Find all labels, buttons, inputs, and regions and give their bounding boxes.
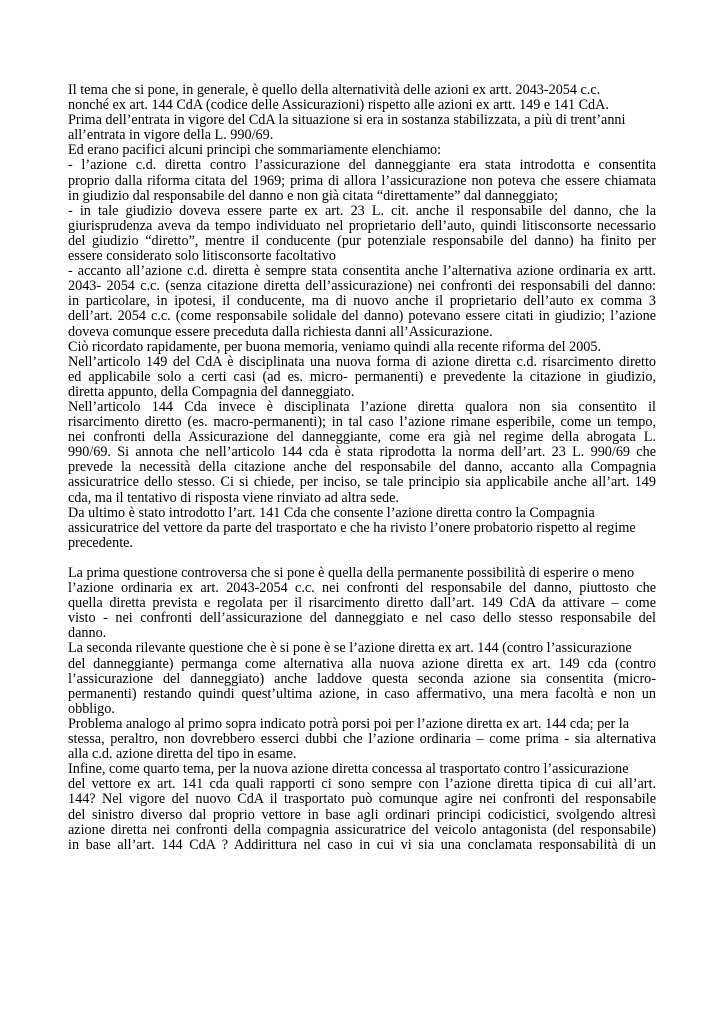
text-line: l’assicurazione del danneggiato) anche laddove questa seconda azione sia consentita (micro- (68, 671, 656, 687)
text-line: permanenti) restando quindi quest’ultima azione, in caso affermativo, una mera facoltà e non un (68, 686, 656, 702)
text-line: Ciò ricordato rapidamente, per buona memoria, veniamo quindi alla recente riforma del 2005. (68, 339, 602, 355)
text-line: Prima dell’entrata in vigore del CdA la situazione si era in sostanza stabilizzata, a più di trent’anni (68, 113, 626, 129)
text-line: essere considerato solo litisconsorte facoltativo (68, 249, 336, 265)
text-line: l’azione ordinaria ex art. 2043-2054 c.c. nei confronti del responsabile del danno, piuttosto che (68, 581, 656, 597)
text-line: in base all’art. 144 CdA ? Addirittura nel caso in cui vi sia una conclamata responsabilità di un (68, 837, 656, 853)
text-line: del sinistro diverso dal proprio vettore in base agli ordinari principi codicistici, svolgendo altresì (68, 807, 656, 823)
text-line: giurisprudenza aveva da tempo individuato nel proprietario dell’auto, quindi litisconsorte necessario (68, 218, 656, 234)
text-line: 2043- 2054 c.c. (senza citazione diretta dell’assicurazione) nei confronti dei responsabili del danno: (68, 279, 656, 295)
text-line: 990/69. Si annota che nell’articolo 144 cda è stata riprodotta la norma dell’art. 23 L. 990/69 che (68, 445, 656, 461)
text-line: visto - nei confronti dell’assicurazione del danneggiato e nel caso dello stesso responsabile del (68, 611, 656, 627)
text-line: obbligo. (68, 701, 115, 717)
text-line: - in tale giudizio doveva essere parte ex art. 23 L. cit. anche il responsabile del danno, che la (68, 203, 656, 219)
text-line: in particolare, in ipotesi, il conducente, ma di nuovo anche il proprietario dell’auto ex comma 3 (68, 294, 656, 310)
text-line: ed applicabile solo a certi casi (ad es. micro- permanenti) e prevedente la citazione in giudizio, (68, 369, 656, 385)
text-line: in giudizio dal responsabile del danno e non già citata “direttamente” dal danneggiato; (68, 188, 559, 204)
text-line: assicuratrice dello stesso. Ci si chiede, per inciso, se tale principio sia applicabile anche all’art. 149 (68, 475, 656, 491)
text-line: Nell’articolo 144 Cda invece è disciplinata l’azione diretta qualora non sia consentito il (68, 399, 656, 415)
text-line: - l’azione c.d. diretta contro l’assicurazione del danneggiante era stata introdotta e consentita (68, 158, 656, 174)
text-line: Ed erano pacifici alcuni principi che sommariamente elenchiamo: (68, 143, 442, 159)
text-line: danno. (68, 626, 107, 642)
text-line: Nell’articolo 149 del CdA è disciplinata una nuova forma di azione diretta c.d. risarcimento diretto (68, 354, 656, 370)
text-line: diretta appunto, della Compagnia del danneggiato. (68, 384, 355, 400)
text-line: nei confronti della Assicurazione del danneggiante, come era già nel regime della abrogata L. (68, 430, 656, 446)
text-line: dell’art. 2054 c.c. (come responsabile solidale del danno) potevano essere citati in giudizio; l’azione (68, 309, 656, 325)
text-line: precedente. (68, 535, 133, 551)
text-line: - accanto all’azione c.d. diretta è sempre stata consentita anche l’alternativa azione ordinaria ex artt. (68, 264, 656, 280)
text-line: assicuratrice del vettore da parte del trasportato e che ha rivisto l’onere probatorio rispetto al regime (68, 520, 636, 536)
text-line: azione diretta nei confronti della compagnia assicuratrice del veicolo antagonista (del responsabile) (68, 822, 656, 838)
text-line: alla c.d. azione diretta del tipo in esame. (68, 747, 297, 763)
paragraph-gap (68, 551, 656, 566)
text-line: Problema analogo al primo sopra indicato potrà porsi poi per l’azione diretta ex art. 144 cda; per la (68, 716, 630, 732)
text-line: 144? Nel vigore del nuovo CdA il trasportato può comunque agire nei confronti del responsabile (68, 792, 656, 808)
text-line: La seconda rilevante questione che è si pone è se l’azione diretta ex art. 144 (contro l’assicurazione (68, 641, 632, 657)
text-line: del danneggiante) permanga come alternativa alla nuova azione diretta ex art. 149 cda (contro (68, 656, 656, 672)
text-line: Il tema che si pone, in generale, è quello della alternatività delle azioni ex artt. 2043-2054 c.c. (68, 83, 601, 98)
text-line: Infine, come quarto tema, per la nuova azione diretta concessa al trasportato contro l’assicurazione (68, 762, 629, 778)
text-line: stessa, peraltro, non dovrebbero esserci dubbi che l’azione ordinaria – come prima - sia alternativa (68, 732, 656, 748)
text-line: cda, ma il tentativo di risposta viene rinviato ad altra sede. (68, 490, 399, 506)
text-line: risarcimento diretto (es. macro-permanenti); in tal caso l’azione rimane esperibile, come un tempo, (68, 415, 656, 431)
text-line: all’entrata in vigore della L. 990/69. (68, 128, 274, 144)
text-line: del vettore ex art. 141 cda quali rapporti ci sono sempre con l’azione diretta tipica di cui all’art. (68, 777, 656, 793)
text-line: prevede la necessità della citazione anche del responsabile del danno, accanto alla Compagnia (68, 460, 656, 476)
text-line: quella diretta prevista e regolata per il risarcimento diretto dall’art. 149 CdA da attivare – come (68, 596, 656, 612)
text-line: doveva comunque essere preceduta dalla richiesta danni all’Assicurazione. (68, 324, 493, 340)
text-line: Da ultimo è stato introdotto l’art. 141 Cda che consente l’azione diretta contro la Compagnia (68, 505, 595, 521)
text-line: proprio dalla riforma citata del 1969; prima di allora l’assicurazione non poteva che essere chiamata (68, 173, 656, 189)
text-line: La prima questione controversa che si pone è quella della permanente possibilità di esperire o meno (68, 566, 635, 581)
text-line: del giudizio “diretto”, mentre il conducente (pur potenziale responsabile del danno) ha finito per (68, 233, 656, 249)
document-page (68, 83, 656, 853)
text-line: nonché ex art. 144 CdA (codice delle Assicurazioni) rispetto alle azioni ex artt. 149 e 141 CdA. (68, 98, 609, 114)
